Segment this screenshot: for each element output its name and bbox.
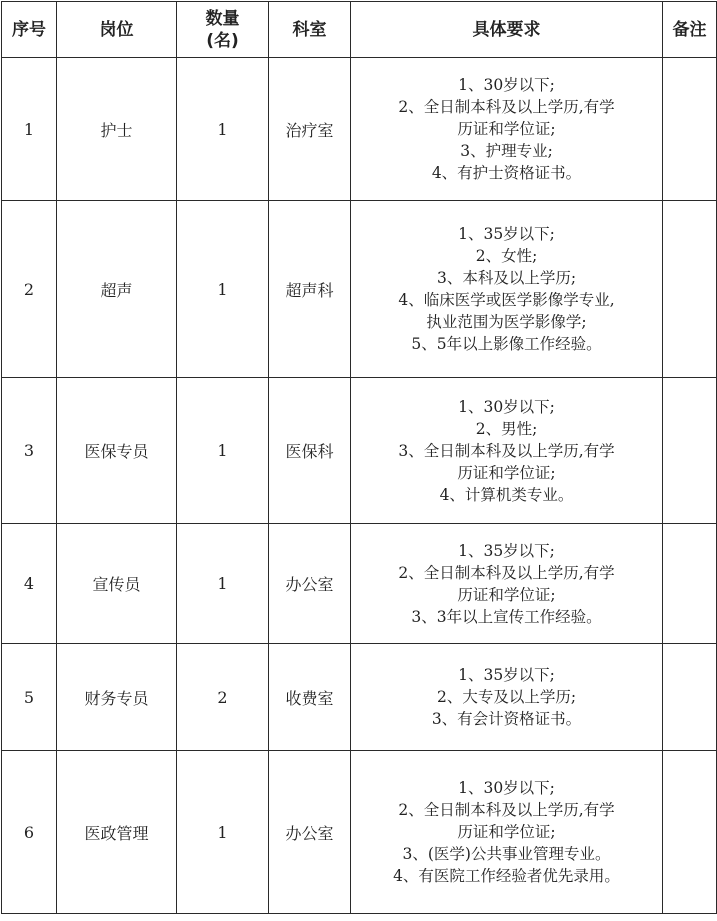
- table-row: [2, 644, 717, 751]
- row-remarks: [663, 524, 717, 644]
- row-index: 2: [2, 201, 57, 378]
- row-department: 治疗室: [269, 58, 351, 201]
- row-requirements: [351, 524, 663, 644]
- requirement-line: 4、临床医学或医学影像学专业,: [398, 291, 615, 309]
- requirement-line: 1、30岁以下;: [458, 779, 555, 797]
- row-department: 超声科: [269, 201, 351, 378]
- requirement-line: 2、男性;: [475, 419, 538, 438]
- row-count: 2: [177, 644, 269, 751]
- row-requirements: [351, 644, 663, 751]
- recruitment-table: [1, 1, 717, 914]
- row-remarks: [663, 378, 717, 524]
- row-position: 宣传员: [57, 524, 177, 644]
- table-row: [2, 58, 717, 201]
- row-index: 4: [2, 524, 57, 644]
- row-index: 1: [2, 58, 57, 201]
- requirement-line: 2、全日制本科及以上学历,有学: [398, 563, 615, 582]
- table-row: [2, 201, 717, 378]
- row-requirements: [351, 751, 663, 914]
- header-index: 序号: [2, 2, 57, 58]
- header-remarks: 备注: [663, 2, 717, 58]
- requirement-line: 3、有会计资格证书。: [431, 710, 582, 728]
- row-index: 3: [2, 378, 57, 524]
- row-requirements: [351, 378, 663, 524]
- row-index: 5: [2, 644, 57, 751]
- header-position: 岗位: [57, 2, 177, 58]
- requirement-line: 历证和学位证;: [457, 823, 556, 841]
- row-remarks: [663, 58, 717, 201]
- row-department: 收费室: [269, 644, 351, 751]
- requirement-line: 1、30岁以下;: [458, 76, 555, 94]
- row-count: 1: [177, 201, 269, 378]
- row-department: 办公室: [269, 524, 351, 644]
- requirement-line: 2、全日制本科及以上学历,有学: [398, 801, 615, 819]
- row-position: 医保专员: [57, 378, 177, 524]
- requirement-line: 历证和学位证;: [457, 463, 556, 482]
- row-department: 办公室: [269, 751, 351, 914]
- requirement-line: 5、5年以上影像工作经验。: [411, 335, 602, 353]
- requirement-line: 3、(医学)公共事业管理专业。: [402, 845, 611, 863]
- row-index: 6: [2, 751, 57, 914]
- requirement-line: 2、全日制本科及以上学历,有学: [398, 98, 615, 116]
- header-row: [2, 2, 717, 58]
- table-row: [2, 751, 717, 914]
- requirement-line: 1、35岁以下;: [458, 541, 555, 560]
- requirement-line: 2、女性;: [475, 247, 538, 265]
- row-count: 1: [177, 378, 269, 524]
- requirement-line: 3、护理专业;: [460, 142, 553, 160]
- row-position: 医政管理: [57, 751, 177, 914]
- row-remarks: [663, 201, 717, 378]
- table-row: [2, 524, 717, 644]
- requirement-line: 3、全日制本科及以上学历,有学: [398, 441, 615, 460]
- row-count: 1: [177, 524, 269, 644]
- row-requirements: [351, 58, 663, 201]
- requirement-line: 2、大专及以上学历;: [436, 688, 577, 706]
- row-department: 医保科: [269, 378, 351, 524]
- header-count: [177, 2, 269, 58]
- table-row: [2, 378, 717, 524]
- row-remarks: [663, 644, 717, 751]
- row-position: 护士: [57, 58, 177, 201]
- requirement-line: 1、35岁以下;: [458, 666, 555, 684]
- header-department: 科室: [269, 2, 351, 58]
- requirement-line: 4、有护士资格证书。: [431, 164, 582, 182]
- header-count-line2: (名): [206, 30, 239, 51]
- row-count: 1: [177, 751, 269, 914]
- requirement-line: 执业范围为医学影像学;: [426, 313, 587, 331]
- requirement-line: 1、35岁以下;: [458, 225, 555, 243]
- row-position: 财务专员: [57, 644, 177, 751]
- requirement-line: 3、本科及以上学历;: [436, 269, 577, 287]
- row-requirements: [351, 201, 663, 378]
- header-count-line1: 数量: [205, 8, 240, 29]
- requirement-line: 1、30岁以下;: [458, 397, 555, 416]
- requirement-line: 4、计算机类专业。: [439, 485, 574, 504]
- row-count: 1: [177, 58, 269, 201]
- header-requirements: 具体要求: [351, 2, 663, 58]
- row-position: 超声: [57, 201, 177, 378]
- requirement-line: 历证和学位证;: [457, 120, 556, 138]
- requirement-line: 3、3年以上宣传工作经验。: [411, 607, 602, 626]
- requirement-line: 历证和学位证;: [457, 585, 556, 604]
- requirement-line: 4、有医院工作经验者优先录用。: [393, 867, 620, 885]
- row-remarks: [663, 751, 717, 914]
